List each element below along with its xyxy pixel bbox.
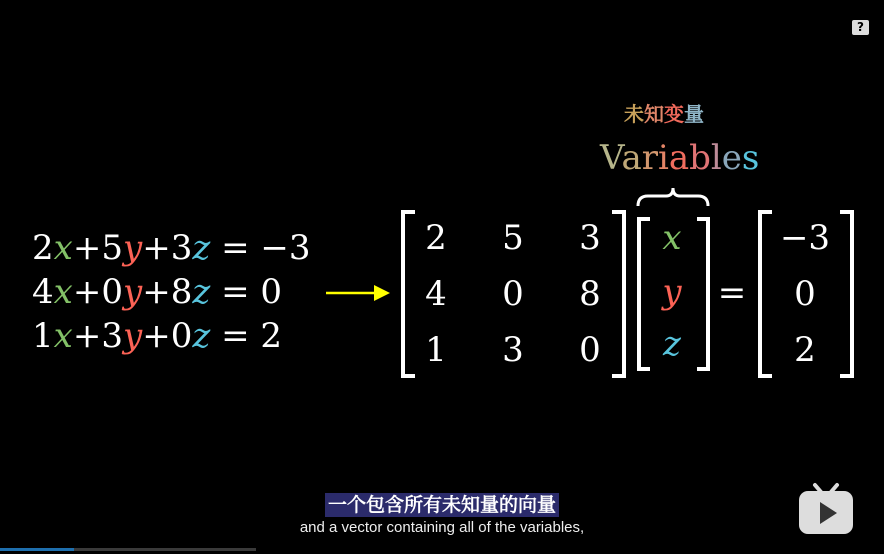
matrix-cell: 3 bbox=[579, 218, 601, 258]
coef: 3 bbox=[101, 316, 123, 356]
title-en-char: a bbox=[668, 138, 690, 178]
help-icon[interactable] bbox=[852, 20, 869, 35]
progress-fill bbox=[0, 548, 74, 551]
title-en-char: a bbox=[621, 138, 642, 178]
coef: 1 bbox=[32, 316, 54, 356]
plus: + bbox=[72, 228, 102, 268]
title-cn-char: 变 bbox=[664, 102, 684, 126]
result-left-bracket bbox=[758, 210, 772, 378]
vector-x: x bbox=[662, 218, 682, 258]
progress-track[interactable] bbox=[0, 548, 256, 551]
var-z: z bbox=[192, 272, 211, 312]
plus: + bbox=[142, 228, 171, 268]
title-en-char: r bbox=[641, 138, 658, 178]
title-en-char: l bbox=[710, 138, 722, 178]
equation-row bbox=[32, 226, 311, 270]
subtitle-cn: 一个包含所有未知量的向量 bbox=[325, 493, 559, 517]
equation-row bbox=[32, 314, 311, 358]
rhs: 2 bbox=[260, 316, 283, 356]
var-z: z bbox=[192, 316, 211, 356]
var-z: z bbox=[192, 228, 211, 268]
title-cn-char: 量 bbox=[684, 102, 704, 126]
var-y: y bbox=[122, 228, 143, 268]
matrix-cell: 0 bbox=[502, 274, 524, 314]
var-x: x bbox=[53, 316, 73, 356]
matrix-cell: 4 bbox=[425, 274, 447, 314]
vector-y: y bbox=[662, 272, 682, 312]
matrix-cell: 0 bbox=[579, 330, 601, 370]
title-cn-char: 未 bbox=[624, 102, 644, 126]
title-cn-char: 知 bbox=[644, 102, 664, 126]
rhs: −3 bbox=[260, 228, 311, 268]
title-en-char: e bbox=[721, 138, 742, 178]
coef: 0 bbox=[170, 316, 193, 356]
help-label: ? bbox=[857, 20, 864, 34]
equals: = bbox=[221, 272, 250, 312]
linear-system bbox=[32, 226, 311, 358]
rhs: 0 bbox=[260, 272, 283, 312]
bilibili-tv-icon[interactable] bbox=[797, 482, 857, 538]
result-value: 0 bbox=[794, 274, 816, 314]
title-en-char: b bbox=[689, 138, 711, 178]
equals: = bbox=[221, 228, 250, 268]
coef: 8 bbox=[170, 272, 193, 312]
var-y: y bbox=[122, 272, 143, 312]
equals-sign: = bbox=[717, 273, 747, 313]
coef: 3 bbox=[170, 228, 193, 268]
subtitle-cn-wrap bbox=[0, 490, 884, 517]
arrow-right-icon bbox=[326, 282, 392, 304]
plus: + bbox=[72, 316, 102, 356]
title-en-char: i bbox=[657, 138, 669, 178]
coef: 4 bbox=[32, 272, 54, 312]
matrix-cell: 5 bbox=[502, 218, 524, 258]
var-y: y bbox=[122, 316, 143, 356]
var-x: x bbox=[53, 228, 73, 268]
title-en-char: V bbox=[600, 138, 622, 178]
matrix-cell: 8 bbox=[579, 274, 601, 314]
plus: + bbox=[72, 272, 102, 312]
equals: = bbox=[221, 316, 250, 356]
curly-brace bbox=[636, 186, 710, 208]
variables-title-cn bbox=[624, 98, 704, 127]
result-right-bracket bbox=[840, 210, 854, 378]
subtitle-en: and a vector containing all of the variables, bbox=[299, 519, 585, 536]
matrix-cell: 1 bbox=[425, 330, 447, 370]
matrix-cell: 3 bbox=[502, 330, 524, 370]
result-value: −3 bbox=[779, 218, 831, 258]
coef: 2 bbox=[32, 228, 54, 268]
var-x: x bbox=[53, 272, 73, 312]
variables-title-en bbox=[600, 138, 759, 178]
vector-z: z bbox=[663, 324, 681, 364]
result-value: 2 bbox=[794, 330, 816, 370]
coef: 5 bbox=[101, 228, 123, 268]
plus: + bbox=[142, 272, 171, 312]
equation-row bbox=[32, 270, 311, 314]
title-en-char: s bbox=[741, 138, 760, 178]
coef: 0 bbox=[101, 272, 123, 312]
matrix-cell: 2 bbox=[425, 218, 447, 258]
plus: + bbox=[142, 316, 171, 356]
